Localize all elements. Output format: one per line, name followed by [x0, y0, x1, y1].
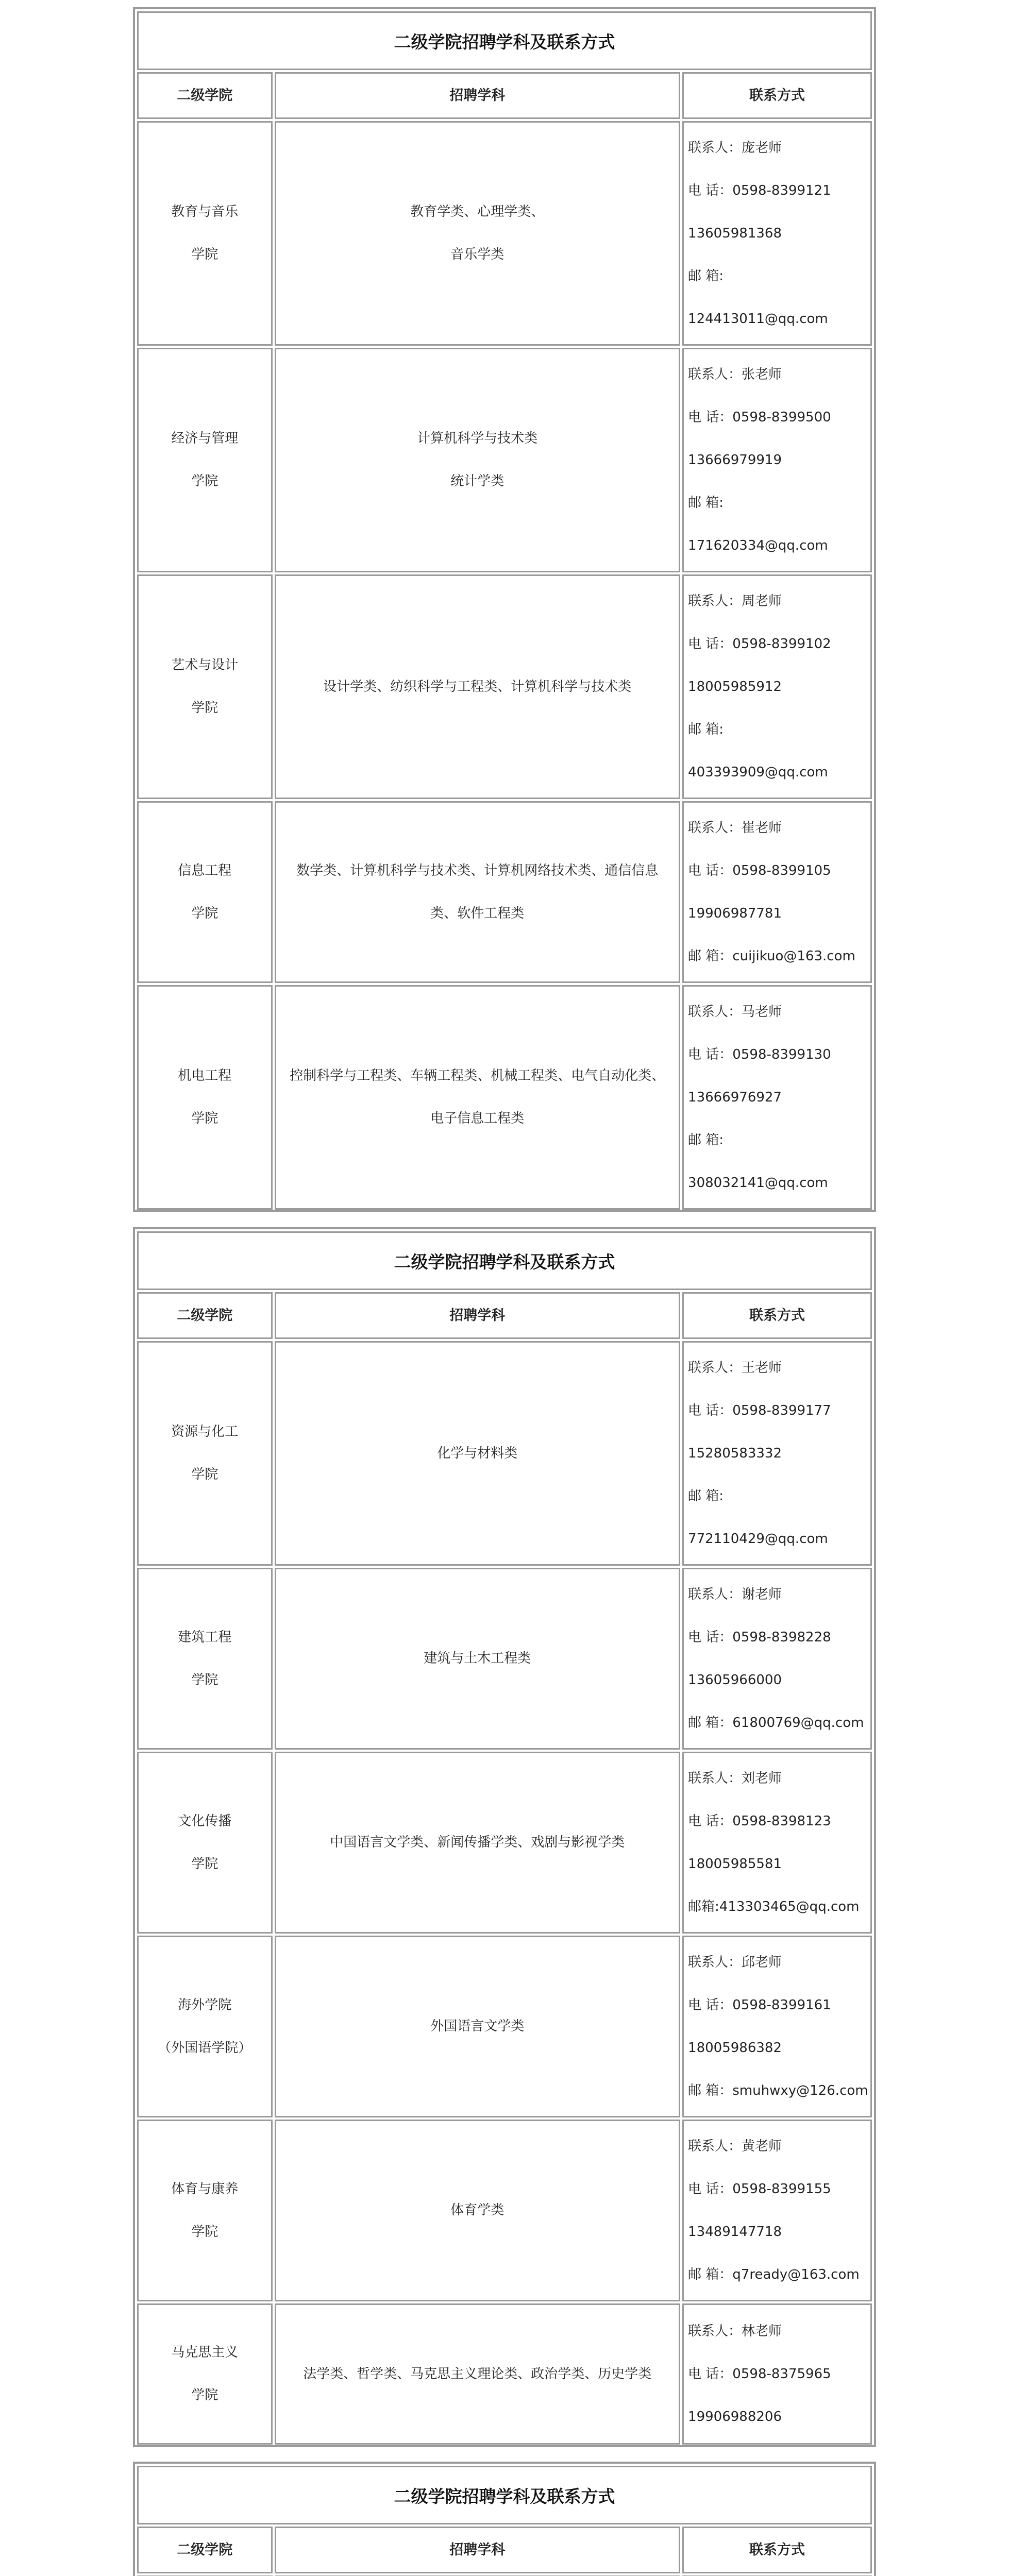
college-cell	[137, 348, 273, 572]
contact-person: 联系人：邱老师	[688, 1954, 782, 1970]
college-name-line: 学院	[191, 2224, 218, 2240]
contact-mobile: 13605966000	[688, 1672, 782, 1688]
subjects-line: 中国语言文学类、新闻传播学类、戏剧与影视学类	[330, 1835, 625, 1850]
contact-mobile: 18005986382	[688, 2040, 782, 2056]
contact-cell	[682, 121, 872, 346]
college-name-line: 建筑工程	[178, 1629, 232, 1645]
contact-email: 403393909@qq.com	[688, 764, 828, 780]
contact-phone: 电 话：0598-8398228	[688, 1629, 831, 1645]
subjects-cell	[275, 1752, 681, 1934]
contact-email-label: 邮 箱:	[688, 1488, 724, 1504]
college-cell	[137, 121, 273, 346]
subjects-cell	[275, 2120, 681, 2301]
subjects-line: 电子信息工程类	[430, 1111, 525, 1126]
contact-phone: 电 话：0598-8399177	[688, 1402, 831, 1418]
contact-phone: 电 话：0598-8399105	[688, 862, 831, 878]
table-header-row	[137, 1292, 872, 1339]
subjects-line: 外国语言文学类	[430, 2019, 525, 2034]
subjects-line: 化学与材料类	[437, 1445, 518, 1461]
college-name-line: 学院	[191, 700, 218, 716]
contact-person: 联系人：刘老师	[688, 1770, 782, 1786]
contact-person: 联系人：马老师	[688, 1004, 782, 1020]
contact-email: 邮 箱：q7ready@163.com	[688, 2266, 860, 2282]
subjects-cell	[275, 985, 681, 1210]
college-name-line: 学院	[191, 1467, 218, 1482]
college-name-line: 经济与管理	[171, 431, 239, 446]
subjects-line: 控制科学与工程类、车辆工程类、机械工程类、电气自动化类、	[290, 1068, 665, 1083]
college-cell	[137, 801, 273, 983]
contact-cell	[682, 1752, 872, 1934]
contact-cell	[682, 2120, 872, 2301]
college-name-line: 马克思主义	[171, 2345, 239, 2360]
contact-phone: 电 话：0598-8399155	[688, 2181, 831, 2197]
contact-mobile: 19906988206	[688, 2409, 782, 2425]
contact-mobile: 13666976927	[688, 1089, 782, 1105]
table-header-row	[137, 2527, 872, 2573]
contact-email: 772110429@qq.com	[688, 1531, 828, 1547]
table-row	[137, 348, 872, 572]
college-name-line: 教育与音乐	[171, 204, 239, 219]
subjects-cell	[275, 1936, 681, 2117]
contact-phone: 电 话：0598-8399161	[688, 1997, 831, 2013]
table-title: 二级学院招聘学科及联系方式	[137, 2466, 872, 2524]
subjects-line: 建筑与土木工程类	[424, 1651, 531, 1666]
contact-person: 联系人：庞老师	[688, 140, 782, 156]
college-name-line: 海外学院	[178, 1997, 232, 2013]
subjects-line: 类、软件工程类	[430, 905, 525, 921]
table-header-row	[137, 72, 872, 119]
contact-email: 邮 箱：61800769@qq.com	[688, 1715, 864, 1731]
contact-phone: 电 话：0598-8399121	[688, 182, 831, 198]
contact-cell	[682, 985, 872, 1210]
contact-person: 联系人：林老师	[688, 2323, 782, 2339]
college-name-line: 信息工程	[178, 862, 232, 878]
subjects-cell	[275, 121, 681, 346]
table-row	[137, 2120, 872, 2301]
college-name-line: 机电工程	[178, 1068, 232, 1083]
subjects-cell	[275, 2303, 681, 2445]
contact-mobile: 18005985912	[688, 679, 782, 694]
college-name-line: 资源与化工	[171, 1424, 239, 1439]
contact-email-label: 邮 箱:	[688, 721, 724, 737]
contact-cell	[682, 1341, 872, 1566]
contact-email-label: 邮 箱:	[688, 495, 724, 511]
college-cell	[137, 574, 273, 799]
college-cell	[137, 985, 273, 1210]
contact-cell	[682, 1936, 872, 2117]
recruitment-table-2	[133, 1227, 876, 2447]
subjects-cell	[275, 801, 681, 983]
college-name-line: 学院	[191, 247, 218, 262]
contact-cell	[682, 1568, 872, 1750]
table-row	[137, 574, 872, 799]
college-name-line: 学院	[191, 1111, 218, 1126]
contact-phone: 电 话：0598-8399500	[688, 409, 831, 425]
header-contact: 联系方式	[682, 72, 872, 119]
table-row	[137, 985, 872, 1210]
college-name-line: 学院	[191, 1856, 218, 1872]
contact-cell	[682, 2303, 872, 2445]
contact-cell	[682, 348, 872, 572]
subjects-line: 计算机科学与技术类	[417, 431, 538, 446]
table-row	[137, 1936, 872, 2117]
subjects-line: 数学类、计算机科学与技术类、计算机网络技术类、通信信息	[296, 862, 659, 878]
table-title: 二级学院招聘学科及联系方式	[137, 11, 872, 70]
header-subjects: 招聘学科	[275, 2527, 681, 2573]
table-row	[137, 2303, 872, 2445]
contact-email: 308032141@qq.com	[688, 1175, 828, 1191]
contact-mobile: 13666979919	[688, 452, 782, 468]
contact-email-label: 邮 箱:	[688, 268, 724, 284]
contact-phone: 电 话：0598-8399102	[688, 636, 831, 652]
table-row	[137, 121, 872, 346]
contact-mobile: 13605981368	[688, 225, 782, 241]
table-row	[137, 1752, 872, 1934]
subjects-cell	[275, 1341, 681, 1566]
college-cell	[137, 1752, 273, 1934]
header-subjects: 招聘学科	[275, 72, 681, 119]
subjects-line: 统计学类	[450, 473, 505, 489]
contact-person: 联系人：谢老师	[688, 1586, 782, 1602]
contact-person: 联系人：张老师	[688, 366, 782, 382]
college-cell	[137, 1341, 273, 1566]
subjects-line: 设计学类、纺织科学与工程类、计算机科学与技术类	[323, 679, 632, 694]
contact-email: 124413011@qq.com	[688, 311, 828, 327]
subjects-line: 教育学类、心理学类、	[410, 204, 545, 219]
college-name-line: 体育与康养	[171, 2181, 239, 2197]
contact-mobile: 15280583332	[688, 1445, 782, 1461]
contact-mobile: 13489147718	[688, 2224, 782, 2240]
subjects-cell	[275, 1568, 681, 1750]
college-cell	[137, 1936, 273, 2117]
contact-person: 联系人：崔老师	[688, 820, 782, 836]
subjects-cell	[275, 348, 681, 572]
header-college: 二级学院	[137, 2527, 273, 2573]
contact-person: 联系人：王老师	[688, 1360, 782, 1376]
contact-phone: 电 话：0598-8375965	[688, 2366, 831, 2382]
header-college: 二级学院	[137, 1292, 273, 1339]
recruitment-table-1	[133, 7, 876, 1212]
table-row	[137, 1341, 872, 1566]
table-row	[137, 801, 872, 983]
contact-mobile: 19906987781	[688, 905, 782, 921]
subjects-line: 法学类、哲学类、马克思主义理论类、政治学类、历史学类	[303, 2366, 652, 2382]
college-name-line: 学院	[191, 905, 218, 921]
recruitment-table-3	[133, 2462, 876, 2576]
subjects-line: 音乐学类	[450, 247, 505, 262]
header-contact: 联系方式	[682, 2527, 872, 2573]
college-cell	[137, 2120, 273, 2301]
contact-email: 邮 箱：cuijikuo@163.com	[688, 948, 855, 964]
college-name-line: 学院	[191, 1672, 218, 1688]
college-name-line: 学院	[191, 473, 218, 489]
table-row	[137, 1568, 872, 1750]
college-name-line: 艺术与设计	[171, 657, 239, 673]
contact-email: 邮 箱：smuhwxy@126.com	[688, 2082, 868, 2098]
contact-phone: 电 话：0598-8399130	[688, 1046, 831, 1062]
contact-person: 联系人：黄老师	[688, 2138, 782, 2154]
contact-email: 邮箱:413303465@qq.com	[688, 1899, 860, 1914]
header-college: 二级学院	[137, 72, 273, 119]
contact-cell	[682, 574, 872, 799]
contact-cell	[682, 801, 872, 983]
college-cell	[137, 1568, 273, 1750]
college-name-line: 文化传播	[178, 1813, 232, 1829]
contact-person: 联系人：周老师	[688, 593, 782, 609]
header-contact: 联系方式	[682, 1292, 872, 1339]
subjects-cell	[275, 574, 681, 799]
subjects-line: 体育学类	[450, 2202, 505, 2218]
contact-phone: 电 话：0598-8398123	[688, 1813, 831, 1829]
college-name-line: 学院	[191, 2387, 218, 2403]
college-cell	[137, 2303, 273, 2445]
table-title: 二级学院招聘学科及联系方式	[137, 1231, 872, 1290]
contact-email: 171620334@qq.com	[688, 537, 828, 553]
contact-mobile: 18005985581	[688, 1856, 782, 1872]
college-name-line: （外国语学院）	[158, 2040, 252, 2056]
header-subjects: 招聘学科	[275, 1292, 681, 1339]
contact-email-label: 邮 箱:	[688, 1132, 724, 1148]
